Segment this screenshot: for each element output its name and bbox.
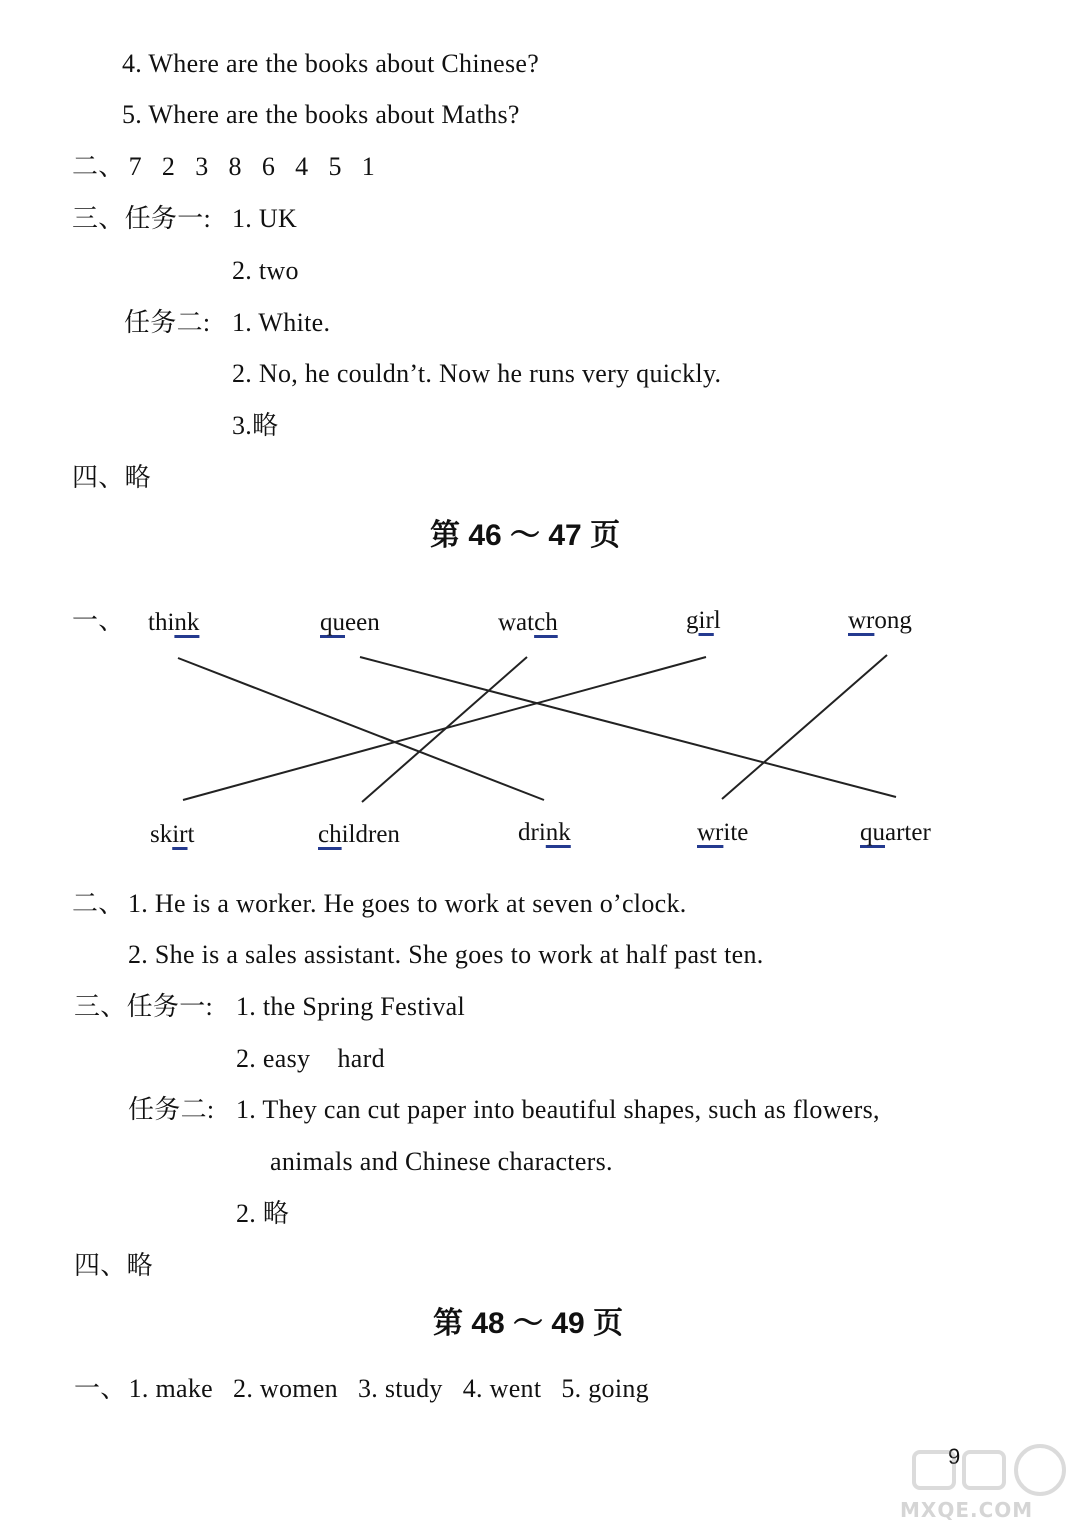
seq-item: 6 <box>261 152 276 181</box>
answer-item: 4. went <box>462 1374 542 1403</box>
part2-answer-1-46: 1. He is a worker. He goes to work at seven o’clock. <box>128 889 687 918</box>
watermark-logo <box>900 1440 1070 1530</box>
part3-task1-label-46: 三、任务一: <box>74 992 214 1021</box>
answer-item: 5. going <box>561 1374 649 1403</box>
part2-sequence <box>72 151 395 183</box>
part4: 四、略 <box>72 463 151 492</box>
match-part1-label: 一、 <box>72 606 125 635</box>
seq-item: 5 <box>328 152 342 181</box>
bottom-word-skirt: skirt <box>150 821 195 848</box>
seq-item: 3 <box>195 152 209 181</box>
match-line-watch-children <box>362 657 527 802</box>
answer-item: 1. make <box>128 1374 214 1403</box>
watermark-url: MXQE.COM <box>900 1498 1034 1522</box>
part1-answers-48 <box>74 1373 669 1405</box>
part3-task1-answer-1-46: 1. the Spring Festival <box>236 992 466 1021</box>
section-title-46-47: 第 46 ～ 47 页 <box>430 519 621 552</box>
match-line-girl-skirt <box>183 657 706 800</box>
bottom-word-drink: drink <box>518 819 571 846</box>
seq-item: 4 <box>295 152 309 181</box>
watermark-logo-icon <box>900 1440 1070 1500</box>
bottom-word-write: write <box>697 819 749 846</box>
top-word-wrong: wrong <box>848 607 912 634</box>
top-word-queen: queen <box>320 609 380 636</box>
part2-answer-2-46: 2. She is a sales assistant. She goes to work at half past ten. <box>128 940 764 969</box>
part3-task2-answer-3: 3.略 <box>232 411 279 440</box>
seq-item: 1 <box>361 152 376 181</box>
part3-task2-answer-1: 1. White. <box>232 308 331 337</box>
part1-label-48: 一、 <box>74 1374 127 1403</box>
part3-task2-answer-1-46: 1. They can cut paper into beautiful shapes, such as flowers, <box>236 1095 880 1124</box>
part3-task1-answer-2-46: 2. easy hard <box>236 1044 385 1073</box>
answer-item: 2. women <box>233 1374 338 1403</box>
match-line-queen-quarter <box>360 657 896 797</box>
part3-task1-answer-1: 1. UK <box>232 204 298 233</box>
top-word-girl: girl <box>686 607 721 634</box>
question-5: 5. Where are the books about Maths? <box>122 100 520 129</box>
top-word-think: think <box>148 609 200 636</box>
part3-task2-answer-2: 2. No, he couldn’t. Now he runs very quickly. <box>232 359 722 388</box>
top-word-watch: watch <box>498 609 558 636</box>
part3-task1-label: 三、任务一: <box>72 204 212 233</box>
part4-46: 四、略 <box>74 1251 153 1280</box>
answer-item: 3. study <box>357 1374 443 1403</box>
bottom-word-quarter: quarter <box>860 819 931 846</box>
bottom-word-children: children <box>318 821 400 848</box>
part3-task2-answer-1-cont-46: animals and Chinese characters. <box>270 1147 613 1176</box>
part3-task2-answer-2-46: 2. 略 <box>236 1199 290 1228</box>
seq-item: 2 <box>161 152 176 181</box>
section-title-48-49: 第 48 ～ 49 页 <box>433 1307 624 1340</box>
part3-task2-label-46: 任务二: <box>128 1095 215 1124</box>
part3-task1-answer-2: 2. two <box>232 256 299 285</box>
part2-label-46: 二、 <box>72 889 125 918</box>
seq-item: 7 <box>128 152 142 181</box>
part2-label: 二、 <box>72 152 125 181</box>
seq-item: 8 <box>228 152 242 181</box>
match-line-think-drink <box>178 658 544 800</box>
part3-task2-label: 任务二: <box>124 308 211 337</box>
page-number: 9 <box>948 1444 961 1469</box>
match-line-wrong-write <box>722 655 887 799</box>
question-4: 4. Where are the books about Chinese? <box>122 49 540 78</box>
